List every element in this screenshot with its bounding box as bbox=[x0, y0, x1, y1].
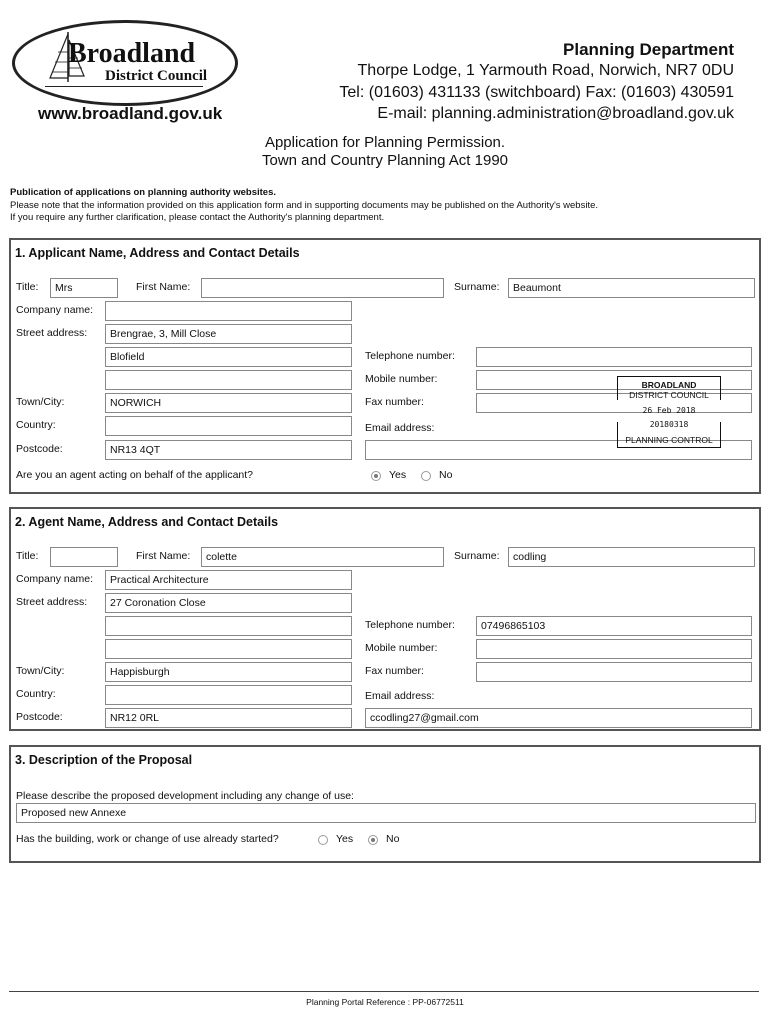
town-label: Town/City: bbox=[16, 665, 65, 677]
applicant-first-name-field[interactable] bbox=[201, 278, 444, 298]
started-no-label: No bbox=[386, 833, 400, 845]
agent-no-label: No bbox=[439, 469, 453, 481]
council-website[interactable]: www.broadland.gov.uk bbox=[38, 104, 223, 123]
applicant-company-field[interactable] bbox=[105, 301, 352, 321]
department-email: E-mail: planning.administration@broadland.gov.uk bbox=[377, 105, 734, 122]
agent-first-name-field[interactable]: colette bbox=[201, 547, 444, 567]
agent-street-3-field[interactable] bbox=[105, 639, 352, 659]
started-no-radio[interactable] bbox=[368, 835, 378, 845]
agent-mobile-field[interactable] bbox=[476, 639, 752, 659]
department-name: Planning Department bbox=[563, 40, 734, 59]
first-name-label: First Name: bbox=[136, 281, 191, 293]
section-title: 1. Applicant Name, Address and Contact Details bbox=[15, 246, 300, 260]
applicant-telephone-field[interactable] bbox=[476, 347, 752, 367]
postcode-label: Postcode: bbox=[16, 443, 63, 455]
agent-company-field[interactable]: Practical Architecture bbox=[105, 570, 352, 590]
town-label: Town/City: bbox=[16, 396, 65, 408]
footer-rule bbox=[9, 991, 759, 992]
received-stamp bbox=[617, 376, 722, 448]
applicant-country-field[interactable] bbox=[105, 416, 352, 436]
applicant-postcode-field[interactable]: NR13 4QT bbox=[105, 440, 352, 460]
section-title: 3. Description of the Proposal bbox=[15, 753, 193, 767]
agent-question: Are you an agent acting on behalf of the applicant? bbox=[16, 469, 254, 481]
notice-line-1: Please note that the information provided on this application form and in supporting documents may be published on the Authority's website. bbox=[10, 200, 599, 211]
mobile-label: Mobile number: bbox=[365, 373, 438, 385]
notice-line-2: If you require any further clarification, please contact the Authority's planning department. bbox=[10, 212, 385, 223]
applicant-street-3-field[interactable] bbox=[105, 370, 352, 390]
stamp-date: 26 Feb 2018 bbox=[642, 406, 696, 415]
agent-title-field[interactable] bbox=[50, 547, 118, 567]
stamp-line-1: BROADLAND bbox=[641, 380, 697, 390]
logo-underline bbox=[45, 86, 203, 87]
agent-country-field[interactable] bbox=[105, 685, 352, 705]
fax-label: Fax number: bbox=[365, 396, 424, 408]
notice-heading: Publication of applications on planning authority websites. bbox=[10, 187, 277, 198]
proposal-description-field[interactable]: Proposed new Annexe bbox=[16, 803, 756, 823]
agent-surname-field[interactable]: codling bbox=[508, 547, 755, 567]
postcode-label: Postcode: bbox=[16, 711, 63, 723]
telephone-label: Telephone number: bbox=[365, 619, 455, 631]
proposal-section bbox=[9, 745, 761, 863]
surname-label: Surname: bbox=[454, 550, 500, 562]
company-label: Company name: bbox=[16, 304, 94, 316]
surname-label: Surname: bbox=[454, 281, 500, 293]
applicant-town-field[interactable]: NORWICH bbox=[105, 393, 352, 413]
agent-postcode-field[interactable]: NR12 0RL bbox=[105, 708, 352, 728]
company-label: Company name: bbox=[16, 573, 94, 585]
logo-name: Broadland bbox=[68, 38, 196, 69]
agent-town-field[interactable]: Happisburgh bbox=[105, 662, 352, 682]
country-label: Country: bbox=[16, 688, 56, 700]
agent-street-1-field[interactable]: 27 Coronation Close bbox=[105, 593, 352, 613]
started-question: Has the building, work or change of use already started? bbox=[16, 833, 279, 845]
stamp-line-3: PLANNING CONTROL bbox=[625, 435, 713, 445]
street-label: Street address: bbox=[16, 327, 88, 339]
agent-email-field[interactable]: ccodling27@gmail.com bbox=[365, 708, 752, 728]
telephone-label: Telephone number: bbox=[365, 350, 455, 362]
mobile-label: Mobile number: bbox=[365, 642, 438, 654]
department-phone: Tel: (01603) 431133 (switchboard) Fax: (01603) 430591 bbox=[339, 84, 734, 101]
email-label: Email address: bbox=[365, 422, 435, 434]
first-name-label: First Name: bbox=[136, 550, 191, 562]
agent-fax-field[interactable] bbox=[476, 662, 752, 682]
country-label: Country: bbox=[16, 419, 56, 431]
department-address: Thorpe Lodge, 1 Yarmouth Road, Norwich, NR7 0DU bbox=[357, 62, 734, 79]
section-title: 2. Agent Name, Address and Contact Details bbox=[15, 515, 279, 529]
form-act: Town and Country Planning Act 1990 bbox=[262, 152, 508, 169]
title-label: Title: bbox=[16, 550, 39, 562]
fax-label: Fax number: bbox=[365, 665, 424, 677]
stamp-line-2: DISTRICT COUNCIL bbox=[629, 390, 709, 400]
agent-street-2-field[interactable] bbox=[105, 616, 352, 636]
started-yes-label: Yes bbox=[336, 833, 354, 845]
portal-reference: Planning Portal Reference : PP-06772511 bbox=[306, 997, 464, 1007]
agent-section bbox=[9, 507, 761, 731]
agent-no-radio[interactable] bbox=[421, 471, 431, 481]
form-title: Application for Planning Permission. bbox=[264, 134, 506, 151]
started-yes-radio[interactable] bbox=[318, 835, 328, 845]
stamp-ref: 20180318 bbox=[649, 420, 689, 429]
agent-yes-radio[interactable] bbox=[371, 471, 381, 481]
email-label: Email address: bbox=[365, 690, 435, 702]
applicant-surname-field[interactable]: Beaumont bbox=[508, 278, 755, 298]
applicant-section bbox=[9, 238, 761, 494]
street-label: Street address: bbox=[16, 596, 88, 608]
applicant-street-2-field[interactable]: Blofield bbox=[105, 347, 352, 367]
applicant-street-1-field[interactable]: Brengrae, 3, Mill Close bbox=[105, 324, 352, 344]
agent-yes-label: Yes bbox=[389, 469, 407, 481]
applicant-title-field[interactable]: Mrs bbox=[50, 278, 118, 298]
title-label: Title: bbox=[16, 281, 39, 293]
proposal-prompt: Please describe the proposed development including any change of use: bbox=[16, 790, 354, 802]
logo-subtitle: District Council bbox=[105, 68, 208, 84]
agent-telephone-field[interactable]: 07496865103 bbox=[476, 616, 752, 636]
